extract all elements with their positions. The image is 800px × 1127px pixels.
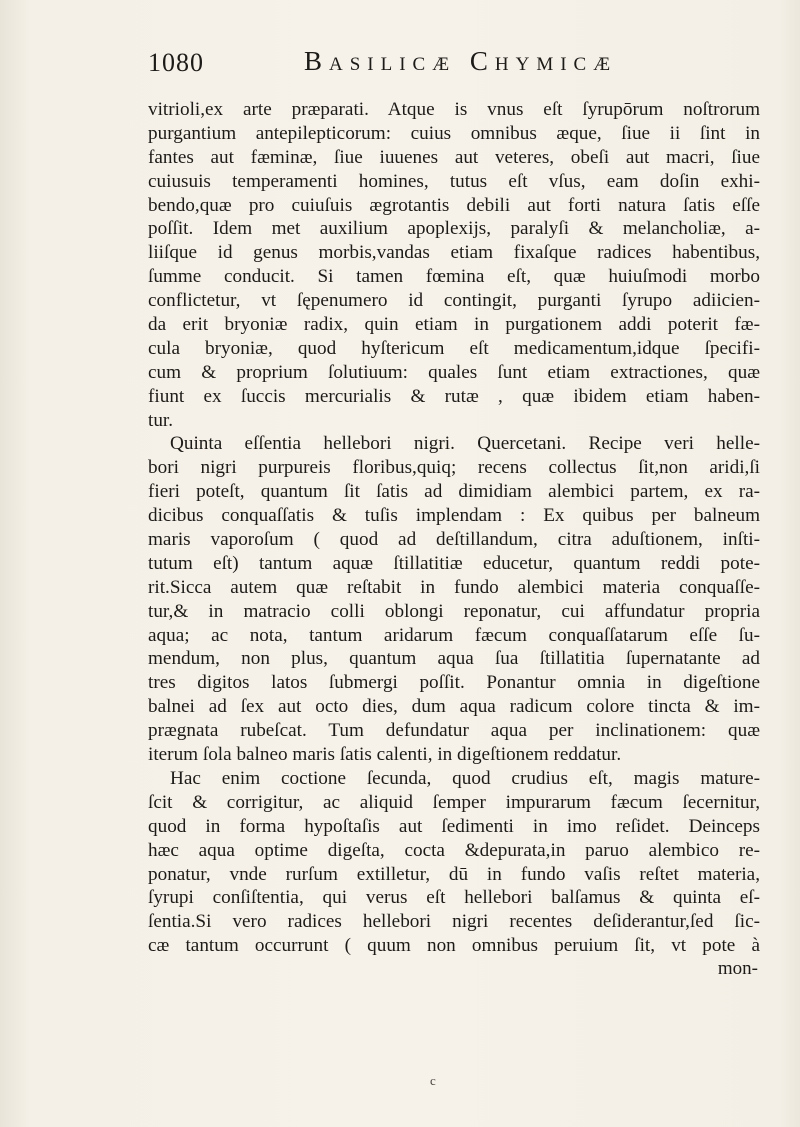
text-line: prægnata rubeſcat. Tum defundatur aqua per inclinationem: quæ [148, 720, 760, 742]
text-line: bendo,quæ pro cuiuſuis ægrotantis debili aut forti natura ſatis eſſe [148, 194, 760, 216]
text-line: Quinta eſſentia hellebori nigri. Quercetani. Recipe veri helle- [170, 433, 760, 455]
text-line: mendum, non plus, quantum aqua ſua ſtillatitia ſupernatante ad [148, 648, 760, 670]
text-line: aqua; ac nota, tantum aridarum fæcum conquaſſatarum eſſe ſu- [148, 624, 760, 646]
text-line: ſcit & corrigitur, ac aliquid ſemper impurarum fæcum ſecernitur, [148, 791, 760, 813]
text-line: tutum eſt) tantum aquæ ſtillatitiæ educetur, quantum reddi pote- [148, 552, 760, 574]
text-line: vitrioli,ex arte præparati. Atque is vnus eſt ſyrupōrum noſtrorum [148, 99, 760, 120]
text-line: cæ tantum occurrunt ( quum non omnibus peruium ſit, vt pote à [148, 935, 760, 957]
text-line: cula bryoniæ, quod hyſtericum eſt medicamentum,idque ſpecifi- [148, 337, 760, 359]
text-line: hæc aqua optime digeſta, cocta &depurata,in paruo alembico re- [148, 839, 760, 861]
text-line: ſumme conducit. Si tamen fœmina eſt, quæ huiuſmodi morbo [148, 266, 760, 288]
text-line: bori nigri purpureis floribus,quiq; recens collectus ſit,non aridi,ſi [148, 457, 760, 479]
text-line: poſſit. Idem met auxilium apoplexijs, paralyſi & melancholiæ, a- [148, 218, 760, 240]
text-line: fantes aut fæminæ, ſiue iuuenes aut veteres, obeſi aut macri, ſiue [148, 146, 760, 168]
body-text [148, 98, 760, 980]
text-line: fiunt ex ſuccis mercurialis & rutæ , quæ ibidem etiam haben- [148, 385, 760, 407]
text-line: purgantium antepilepticorum: cuius omnibus æque, ſiue ii ſint in [148, 122, 760, 144]
text-line: dicibus conquaſſatis & tuſis implendam : Ex quibus per balneum [148, 505, 760, 527]
text-line: quod in forma hypoſtaſis aut ſedimenti in imo reſidet. Deinceps [148, 815, 760, 837]
running-title: Basilicæ Chymicæ [304, 46, 618, 76]
text-line: ſyrupi conſiſtentia, qui verus eſt hellebori balſamus & quinta eſ- [148, 887, 760, 909]
signature-mark: c [430, 1073, 436, 1088]
text-line: maris vaporoſum ( quod ad deſtillandum, citra aduſtionem, inſti- [148, 529, 760, 551]
text-line: ſentia.Si vero radices hellebori nigri recentes deſiderantur,ſed ſic- [148, 911, 760, 933]
text-line: balnei ad ſex aut octo dies, dum aqua radicum colore tincta & im- [148, 696, 760, 718]
page-header [148, 44, 758, 88]
text-line: fieri poteſt, quantum ſit ſatis ad dimidiam alembici partem, ex ra- [148, 481, 760, 503]
catchword: mon- [717, 958, 758, 980]
text-line: cum & proprium ſolutiuum: quales ſunt etiam extractiones, quæ [148, 361, 760, 383]
text-line: cuiusuis temperamenti homines, tutus eſt vſus, eam doſin exhi- [148, 170, 760, 192]
text-line: Hac enim coctione ſecunda, quod crudius eſt, magis mature- [170, 767, 760, 789]
text-line: ponatur, vnde rurſum extilletur, dū in fundo vaſis reſtet materia, [148, 863, 760, 885]
page-number: 1080 [148, 48, 204, 77]
text-line: liiſque id genus morbis,vandas etiam fixaſque radices habentibus, [148, 242, 760, 264]
text-line: conflictetur, vt ſępenumero id contingit, purganti ſyrupo adiicien- [148, 290, 760, 312]
text-line: rit.Sicca autem quæ reſtabit in fundo alembici materia conquaſſe- [148, 576, 760, 598]
text-line: iterum ſola balneo maris ſatis calenti, in digeſtionem reddatur. [148, 744, 622, 766]
text-line: da erit bryoniæ radix, quin etiam in purgationem addi poterit fæ- [148, 314, 760, 336]
text-line: tur. [148, 409, 174, 431]
text-line: tur,& in matracio colli oblongi reponatur, cui affundatur propria [148, 600, 760, 622]
text-line: tres digitos latos ſubmergi poſſit. Ponantur omnia in digeſtione [148, 672, 760, 694]
